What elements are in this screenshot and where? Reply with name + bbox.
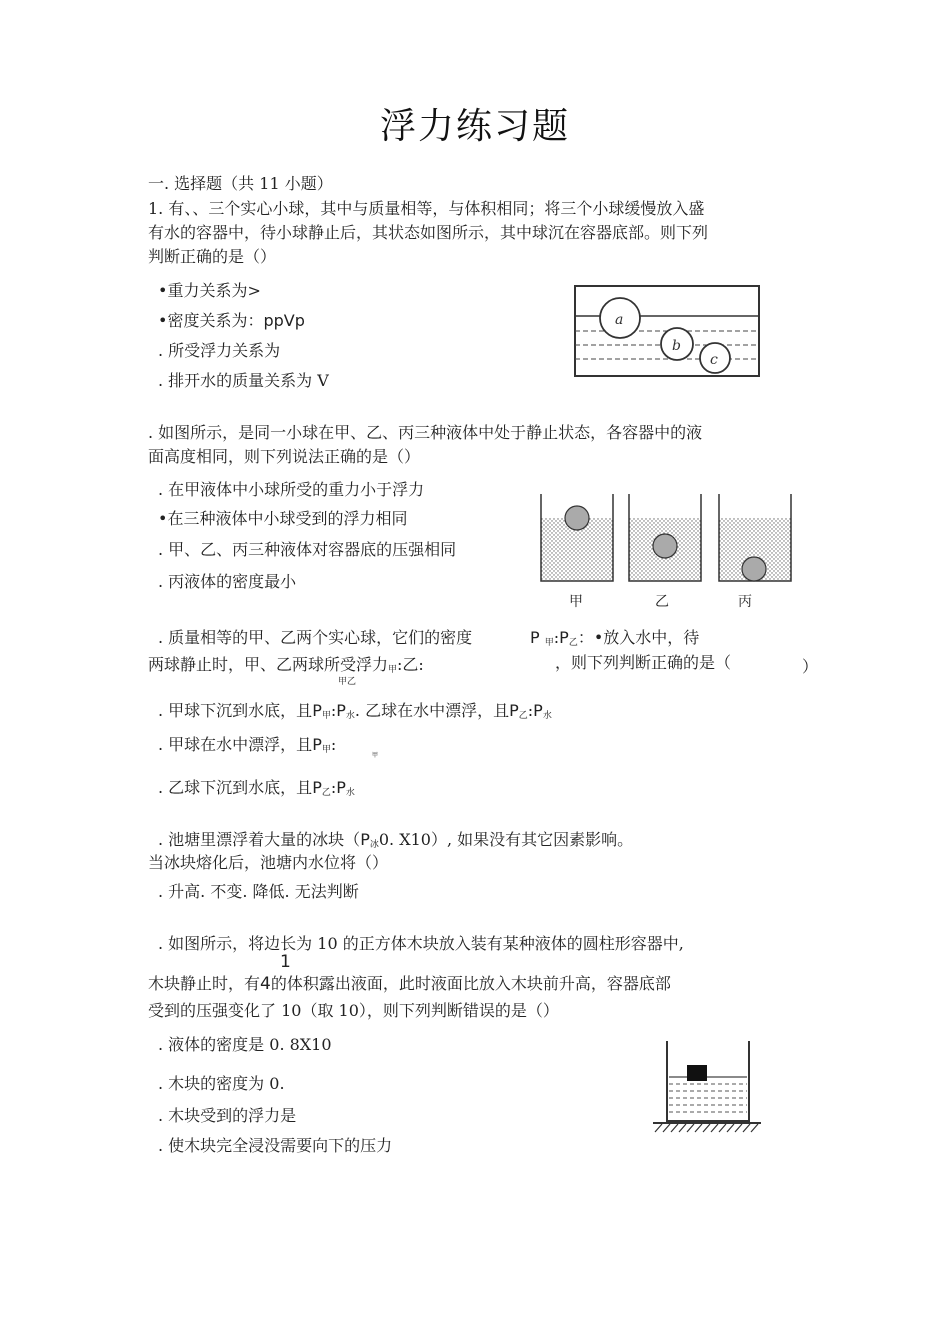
container-yi bbox=[629, 494, 701, 581]
q2-option-a: . 在甲液体中小球所受的重力小于浮力 bbox=[158, 480, 425, 499]
q3-density-ratio: P $_甲:P_乙$：•放入水中，待 bbox=[530, 628, 700, 648]
q5-stem-line2: 木块静止时，有4的体积露出液面，此时液面比放入木块前升高，容器底部 bbox=[148, 974, 671, 994]
q1-option-b: •密度关系为：ppVp bbox=[158, 311, 305, 330]
label-bing: 丙 bbox=[738, 594, 752, 610]
label-jia: 甲 bbox=[569, 594, 583, 610]
q5-stem-line1: . 如图所示，将边长为 10 的正方体木块放入装有某种液体的圆柱形容器中, bbox=[158, 934, 684, 953]
ball-b-label: b bbox=[672, 338, 681, 354]
q1-stem-line2: 有水的容器中，待小球静止后，其状态如图所示，其中球沉在容器底部。则下列 bbox=[148, 223, 709, 242]
q2-stem-line1: . 如图所示，是同一小球在甲、乙、丙三种液体中处于静止状态，各容器中的液 bbox=[148, 423, 703, 442]
container-bing bbox=[719, 494, 791, 581]
q3-option-c: . 乙球下沉到水底，且$P_乙:P_水$ bbox=[158, 778, 355, 798]
q2-option-b: •在三种液体中小球受到的浮力相同 bbox=[158, 509, 408, 528]
q3-option-b: . 甲球在水中漂浮，且$P_甲$: bbox=[158, 735, 337, 755]
q4-stem-line2: 当冰块熔化后，池塘内水位将（） bbox=[148, 853, 389, 872]
ball-a-label: a bbox=[615, 312, 624, 328]
q1-option-c: . 所受浮力关系为 bbox=[158, 341, 281, 360]
q5-figure bbox=[645, 1033, 765, 1139]
q2-stem-line2: 面高度相同，则下列说法正确的是（） bbox=[148, 447, 421, 466]
ball-c-label: c bbox=[710, 352, 718, 368]
q3-option-a: . 甲球下沉到水底，且$P_甲:P_水$. 乙球在水中漂浮，且$P_乙:P_水$ bbox=[158, 701, 552, 721]
q2-option-c: . 甲、乙、丙三种液体对容器底的压强相同 bbox=[158, 540, 457, 559]
q5-option-c: . 木块受到的浮力是 bbox=[158, 1106, 297, 1125]
q3-stem-line2-end: ，则下列判断正确的是（ bbox=[555, 653, 732, 672]
q3-small-label: 甲乙 bbox=[338, 677, 357, 687]
q1-option-d: . 排开水的质量关系为 V bbox=[158, 371, 329, 390]
page-title: 浮力练习题 bbox=[379, 106, 570, 147]
q5-option-b: . 木块的密度为 0. bbox=[158, 1074, 285, 1093]
section-heading: 一. 选择题（共 11 小题） bbox=[148, 174, 333, 193]
label-yi: 乙 bbox=[655, 594, 669, 610]
q2-figure bbox=[535, 488, 800, 616]
q1-stem-line3: 判断正确的是（） bbox=[148, 247, 277, 266]
q3-stem-line2: 两球静止时，甲、乙两球所受浮力$_甲$:乙: bbox=[148, 655, 424, 675]
q2-option-d: . 丙液体的密度最小 bbox=[158, 572, 297, 591]
q5-option-d: . 使木块完全浸没需要向下的压力 bbox=[158, 1136, 393, 1155]
q1-figure bbox=[572, 284, 762, 380]
wood-block bbox=[687, 1065, 707, 1081]
q3-close-paren: ） bbox=[802, 657, 819, 676]
q5-fraction-numerator: 1 bbox=[280, 952, 291, 972]
q5-option-a: . 液体的密度是 0. 8X10 bbox=[158, 1035, 332, 1054]
q1-option-a: •重力关系为> bbox=[158, 281, 261, 300]
container-jia bbox=[541, 494, 613, 581]
q5-stem-line3: 受到的压强变化了 10（取 10），则下列判断错误的是（） bbox=[148, 1001, 559, 1020]
q4-options: . 升高. 不变. 降低. 无法判断 bbox=[158, 882, 359, 901]
q1-stem-line1: 1. 有、、三个实心小球，其中与质量相等，与体积相同；将三个小球缓慢放入盛 bbox=[148, 199, 705, 218]
q4-stem-line1: . 池塘里漂浮着大量的冰块（$P_冰0$. X10）, 如果没有其它因素影响。 bbox=[158, 830, 634, 850]
q3-tiny-label: 甲 bbox=[372, 752, 379, 759]
q3-stem-line1: . 质量相等的甲、乙两个实心球，它们的密度 bbox=[158, 628, 473, 647]
